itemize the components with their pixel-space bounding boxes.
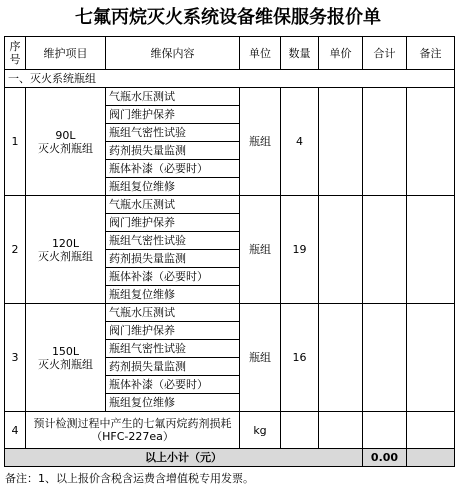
maintenance-item: 阀门维护保养	[106, 214, 240, 232]
group-seq: 1	[5, 88, 26, 196]
maintenance-item: 药剂损失量监测	[106, 142, 240, 160]
group-remark	[407, 196, 455, 304]
group-qty: 16	[281, 304, 319, 412]
maintenance-item: 阀门维护保养	[106, 106, 240, 124]
group-unit: 瓶组	[240, 88, 281, 196]
header-seq: 序号	[5, 37, 26, 70]
header-price: 单价	[319, 37, 363, 70]
group-price	[319, 88, 363, 196]
group-name	[26, 196, 106, 304]
header-row	[5, 37, 455, 70]
maintenance-item: 阀门维护保养	[106, 322, 240, 340]
header-qty: 数量	[281, 37, 319, 70]
group-total	[363, 304, 407, 412]
subtotal-value: 0.00	[363, 449, 407, 467]
group-name	[26, 88, 106, 196]
maintenance-item: 瓶体补漆（必要时）	[106, 160, 240, 178]
group-name-label: 灭火剂瓶组	[38, 357, 93, 371]
table-row	[5, 88, 455, 106]
table-row	[5, 412, 455, 449]
group-remark	[407, 88, 455, 196]
subtotal-label: 以上小计（元）	[5, 449, 363, 467]
table-row	[5, 304, 455, 322]
group-name-label: 灭火剂瓶组	[38, 249, 93, 263]
group-price	[319, 304, 363, 412]
maintenance-item: 瓶组复位维修	[106, 286, 240, 304]
group-name-size: 90L	[55, 128, 76, 142]
extra-description: 预计检测过程中产生的七氟丙烷药剂损耗（HFC-227ea）	[26, 412, 240, 449]
document-title: 七氟丙烷灭火系统设备维保服务报价单	[75, 7, 381, 28]
group-seq: 3	[5, 304, 26, 412]
group-name	[26, 304, 106, 412]
header-remark: 备注	[407, 37, 455, 70]
maintenance-item: 瓶组复位维修	[106, 178, 240, 196]
extra-remark	[407, 412, 455, 449]
group-qty: 19	[281, 196, 319, 304]
subtotal-row	[5, 449, 455, 467]
maintenance-item: 瓶体补漆（必要时）	[106, 268, 240, 286]
table-row	[5, 196, 455, 214]
group-remark	[407, 304, 455, 412]
maintenance-item: 瓶组气密性试验	[106, 232, 240, 250]
group-total	[363, 196, 407, 304]
header-project: 维护项目	[26, 37, 106, 70]
footnote: 备注：1、以上报价含税含运费含增值税专用发票。	[5, 472, 254, 485]
header-unit: 单位	[240, 37, 281, 70]
header-content: 维保内容	[106, 37, 240, 70]
extra-total	[363, 412, 407, 449]
extra-unit: kg	[240, 412, 281, 449]
header-total: 合计	[363, 37, 407, 70]
group-seq: 2	[5, 196, 26, 304]
subtotal-remark	[407, 449, 455, 467]
maintenance-item: 瓶组气密性试验	[106, 124, 240, 142]
extra-price	[319, 412, 363, 449]
extra-qty	[281, 412, 319, 449]
maintenance-item: 瓶组复位维修	[106, 394, 240, 412]
maintenance-item: 气瓶水压测试	[106, 88, 240, 106]
group-name-label: 灭火剂瓶组	[38, 141, 93, 155]
group-name-size: 120L	[51, 236, 80, 250]
maintenance-item: 气瓶水压测试	[106, 304, 240, 322]
maintenance-item: 气瓶水压测试	[106, 196, 240, 214]
section-title: 一、灭火系统瓶组	[5, 70, 455, 88]
extra-seq: 4	[5, 412, 26, 449]
group-unit: 瓶组	[240, 196, 281, 304]
group-unit: 瓶组	[240, 304, 281, 412]
maintenance-item: 药剂损失量监测	[106, 250, 240, 268]
group-total	[363, 88, 407, 196]
group-name-size: 150L	[51, 344, 80, 358]
section-row	[5, 70, 455, 88]
group-qty: 4	[281, 88, 319, 196]
group-price	[319, 196, 363, 304]
maintenance-item: 药剂损失量监测	[106, 358, 240, 376]
maintenance-item: 瓶体补漆（必要时）	[106, 376, 240, 394]
maintenance-item: 瓶组气密性试验	[106, 340, 240, 358]
quote-table	[4, 36, 455, 467]
